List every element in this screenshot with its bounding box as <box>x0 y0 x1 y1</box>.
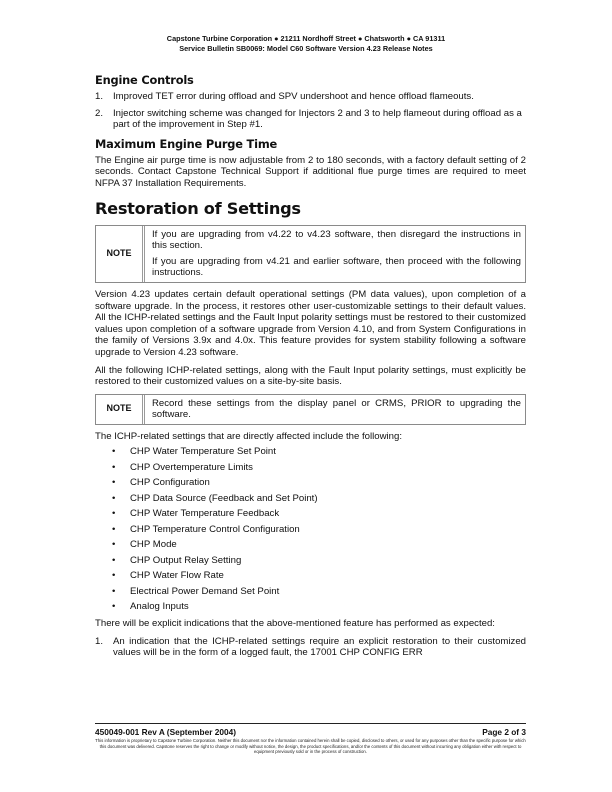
note-label: NOTE <box>96 226 145 282</box>
bulletin-title: Service Bulletin SB0069: Model C60 Software Version 4.23 Release Notes <box>179 44 433 53</box>
page-footer <box>95 723 526 755</box>
note-body <box>145 395 525 424</box>
legal-notice: This information is proprietary to Capstone Turbine Corporation. Neither this document nor the information contained herein shall be copied, disclosed to others, or used for any purposes other than the specific purpose for which this document was delivered. Capstone reserves the right to change or modify without notice, the design, the product specifications, and/or the contents of this document without incurring any obligation either with respect to equipment previously sold or in the process of construction. <box>95 738 526 755</box>
item-number: 1. <box>95 635 104 647</box>
setting-name: CHP Output Relay Setting <box>130 554 242 566</box>
list-item <box>95 601 526 613</box>
restoration-paragraph-1: Version 4.23 updates certain default operational settings (PM data values), upon completion of a software upgrade. In the process, it restores other user-customizable settings to their default values. All the ICHP-related settings and the Fault Input polarity settings must be restored to their customized values upon completion of a software upgrade from Version 4.10, and from System Configurations in the family of Versions 3.9x and 4.0x. This feature provides for system stability following a software upgrade to Version 4.23 software. <box>95 288 526 358</box>
list-item <box>95 555 526 567</box>
setting-name: CHP Mode <box>130 539 177 551</box>
bullet-icon: • <box>112 523 116 535</box>
setting-name: Electrical Power Demand Set Point <box>130 585 280 597</box>
list-item <box>95 570 526 582</box>
setting-name: CHP Water Temperature Feedback <box>130 508 280 520</box>
list-item <box>95 539 526 551</box>
bullet-icon: • <box>112 492 116 504</box>
page-header <box>0 34 612 54</box>
setting-name: CHP Water Temperature Set Point <box>130 446 276 458</box>
setting-name: Analog Inputs <box>130 601 189 613</box>
bullet-icon: • <box>112 601 116 613</box>
note-text: Record these settings from the display panel or CRMS, PRIOR to upgrading the software. <box>152 397 521 421</box>
bullet-icon: • <box>112 554 116 566</box>
document-id: 450049-001 Rev A (September 2004) <box>95 727 236 737</box>
page-number: Page 2 of 3 <box>482 727 526 737</box>
indications-intro: There will be explicit indications that the above-mentioned feature has performed as expected: <box>95 617 495 629</box>
note-box-record <box>95 394 526 425</box>
bullet-icon: • <box>112 539 116 551</box>
item-number: 2. <box>95 107 104 119</box>
bullet-icon: • <box>112 585 116 597</box>
engine-controls-heading: Engine Controls <box>95 73 194 87</box>
setting-name: CHP Temperature Control Configuration <box>130 523 300 535</box>
list-item <box>95 493 526 505</box>
list-item <box>95 636 526 659</box>
restoration-heading: Restoration of Settings <box>95 198 301 218</box>
item-number: 1. <box>95 91 104 102</box>
item-text: Injector switching scheme was changed for Injectors 2 and 3 to help flameout during offload as a part of the improvement in Step #1. <box>113 107 522 131</box>
note-text: If you are upgrading from v4.21 and earlier software, then proceed with the following instructions. <box>152 255 521 279</box>
list-item <box>95 108 526 131</box>
bullet-icon: • <box>112 446 116 458</box>
restoration-paragraph-2: All the following ICHP-related settings, along with the Fault Input polarity settings, must explicitly be restored to their customized values on a site-by-site basis. <box>95 364 526 388</box>
item-text: Improved TET error during offload and SPV undershoot and hence offload flameouts. <box>113 91 474 102</box>
purge-time-paragraph: The Engine air purge time is now adjustable from 2 to 180 seconds, with a factory default setting of 2 seconds. Contact Capstone Technical Support if additional flue purge times are required to meet NFPA 37 Installation Requirements. <box>95 154 526 189</box>
ichp-settings-list <box>95 446 526 612</box>
item-text: An indication that the ICHP-related settings require an explicit restoration to their customized values will be in the form of a logged fault, the 17001 CHP CONFIG ERR <box>113 635 526 659</box>
page-content <box>95 73 526 665</box>
list-item <box>95 446 526 458</box>
list-item <box>95 508 526 520</box>
bullet-icon: • <box>112 508 116 520</box>
note-box-upgrade <box>95 225 526 283</box>
setting-name: CHP Overtemperature Limits <box>130 461 253 473</box>
engine-controls-list <box>95 91 526 131</box>
list-item <box>95 586 526 598</box>
bullet-icon: • <box>112 570 116 582</box>
note-text: If you are upgrading from v4.22 to v4.23 software, then disregard the instructions in this section. <box>152 228 521 252</box>
list-item <box>95 91 526 103</box>
note-label: NOTE <box>96 395 145 424</box>
indications-list <box>95 636 526 659</box>
company-address: Capstone Turbine Corporation ● 21211 Nordhoff Street ● Chatsworth ● CA 91311 <box>166 34 446 43</box>
list-item <box>95 524 526 536</box>
setting-name: CHP Water Flow Rate <box>130 570 224 582</box>
list-item <box>95 462 526 474</box>
setting-name: CHP Configuration <box>130 477 210 489</box>
list-item <box>95 477 526 489</box>
bullet-icon: • <box>112 461 116 473</box>
setting-name: CHP Data Source (Feedback and Set Point) <box>130 492 318 504</box>
settings-list-intro: The ICHP-related settings that are directly affected include the following: <box>95 430 402 442</box>
bullet-icon: • <box>112 477 116 489</box>
note-body <box>145 226 525 282</box>
purge-time-heading: Maximum Engine Purge Time <box>95 136 278 151</box>
